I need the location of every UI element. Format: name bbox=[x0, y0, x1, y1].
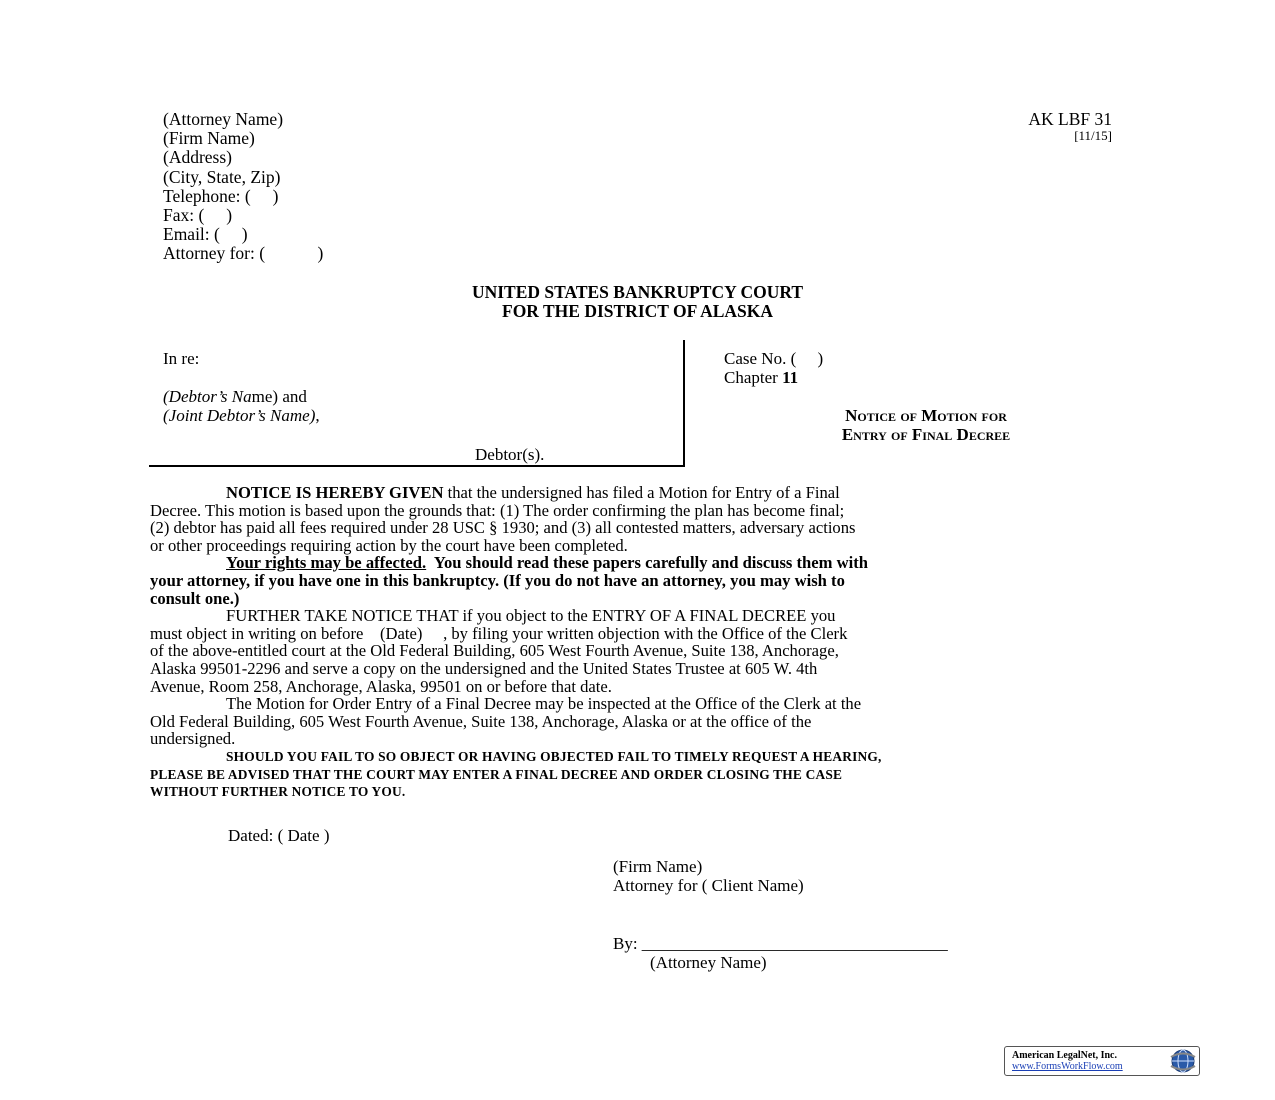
paragraph-2-line-3: consult one.) bbox=[150, 588, 240, 608]
notice-given-bold: NOTICE IS HEREBY GIVEN bbox=[226, 483, 444, 502]
p3-text-1: FURTHER TAKE NOTICE THAT if you object to the ENTRY OF A FINAL DECREE you bbox=[226, 606, 836, 626]
paragraph-1-line-4: or other proceedings requiring action by the court have been completed. bbox=[150, 535, 628, 555]
case-number: Case No. ( ) bbox=[724, 349, 824, 368]
signature-firm-name: (Firm Name) bbox=[613, 857, 703, 876]
document-title bbox=[700, 406, 1152, 444]
paragraph-1-line-1 bbox=[150, 484, 1130, 502]
paragraph-5-line-2: PLEASE BE ADVISED THAT THE COURT MAY ENTER A FINAL DECREE AND ORDER CLOSING THE CASE bbox=[150, 766, 843, 782]
city-state-zip-line: (City, State, Zip) bbox=[163, 166, 281, 187]
in-re-label: In re: bbox=[163, 349, 200, 368]
globe-icon bbox=[1169, 1048, 1197, 1079]
signature-attorney-for: Attorney for ( Client Name) bbox=[613, 876, 804, 895]
chapter-label: Chapter bbox=[724, 368, 783, 387]
american-legalnet-logo bbox=[1004, 1046, 1200, 1076]
caption-divider-horizontal bbox=[149, 465, 685, 467]
joint-debtor-name bbox=[163, 406, 320, 425]
p1-text-1: that the undersigned has filed a Motion for Entry of a Final bbox=[443, 483, 840, 502]
paragraph-4-line-1 bbox=[150, 695, 1130, 713]
telephone-line: Telephone: ( ) bbox=[163, 185, 279, 206]
document-title-line2: Entry of Final Decree bbox=[841, 425, 1011, 444]
paragraph-2-line-1 bbox=[150, 554, 1130, 572]
chapter bbox=[724, 368, 798, 387]
paragraph-5-line-3: WITHOUT FURTHER NOTICE TO YOU. bbox=[150, 784, 406, 800]
signature-by-line: By: ____________________________________ bbox=[613, 934, 948, 953]
signature-attorney-name: (Attorney Name) bbox=[650, 953, 767, 972]
paragraph-3-line-5: Avenue, Room 258, Anchorage, Alaska, 99501 on or before that date. bbox=[150, 676, 612, 696]
paragraph-1-line-3: (2) debtor has paid all fees required under 28 USC § 1930; and (3) all contested matters, adversary actions bbox=[150, 518, 856, 538]
logo-company-name: American LegalNet, Inc. bbox=[1012, 1050, 1117, 1061]
form-id bbox=[960, 110, 1112, 143]
notice-body bbox=[150, 484, 1130, 801]
dated-line: Dated: ( Date ) bbox=[228, 826, 330, 845]
caption-divider-vertical bbox=[683, 340, 685, 467]
fax-line: Fax: ( ) bbox=[163, 205, 233, 226]
court-name: UNITED STATES BANKRUPTCY COURT bbox=[471, 282, 804, 302]
paragraph-3-line-3: of the above-entitled court at the Old Federal Building, 605 West Fourth Avenue, Suite 138, Anchorage, bbox=[150, 641, 839, 661]
address-line: (Address) bbox=[163, 147, 233, 168]
debtor-name-rest: me) and bbox=[251, 387, 307, 406]
paragraph-3-line-2: must object in writing on before (Date) , by filing your written objection with the Office of the Clerk bbox=[150, 623, 848, 643]
form-code: AK LBF 31 bbox=[1028, 109, 1112, 129]
joint-debtor-rest: , bbox=[315, 406, 320, 425]
paragraph-3-line-1 bbox=[150, 607, 1130, 625]
rights-affected-underline: Your rights may be affected. bbox=[226, 553, 427, 573]
logo-website-link[interactable]: www.FormsWorkFlow.com bbox=[1012, 1061, 1123, 1072]
chapter-number: 11 bbox=[782, 368, 799, 387]
p2-text-1: You should read these papers carefully and discuss them with bbox=[426, 553, 868, 573]
attorney-name-line: (Attorney Name) bbox=[163, 109, 284, 129]
debtor-name bbox=[163, 387, 307, 406]
court-district: FOR THE DISTRICT OF ALASKA bbox=[502, 301, 773, 321]
debtor-name-italic: (Debtor’s Na bbox=[163, 387, 252, 406]
p5-text-1: SHOULD YOU FAIL TO SO OBJECT OR HAVING OBJECTED FAIL TO TIMELY REQUEST A HEARING, bbox=[226, 748, 882, 764]
paragraph-5-line-1 bbox=[150, 748, 1130, 766]
debtors-label: Debtor(s). bbox=[475, 445, 545, 464]
paragraph-2-line-2: your attorney, if you have one in this bankruptcy. (If you do not have an attorney, you may wish to bbox=[150, 570, 845, 590]
paragraph-3-line-4: Alaska 99501-2296 and serve a copy on the undersigned and the United States Trustee at 605 W. 4th bbox=[150, 658, 818, 678]
paragraph-1-line-2: Decree. This motion is based upon the grounds that: (1) The order confirming the plan has become final; bbox=[150, 500, 845, 520]
firm-name-line: (Firm Name) bbox=[163, 128, 255, 149]
p4-text-1: The Motion for Order Entry of a Final Decree may be inspected at the Office of the Clerk at the bbox=[226, 694, 862, 714]
paragraph-4-line-3: undersigned. bbox=[150, 729, 236, 749]
email-line: Email: ( ) bbox=[163, 224, 248, 245]
paragraph-4-line-2: Old Federal Building, 605 West Fourth Avenue, Suite 138, Anchorage, Alaska or at the office of the bbox=[150, 711, 812, 731]
form-revision: [11/15] bbox=[1074, 128, 1112, 143]
attorney-info-block bbox=[163, 110, 323, 264]
joint-debtor-italic: (Joint Debtor’s Name) bbox=[163, 406, 316, 425]
document-title-line1: Notice of Motion for bbox=[845, 406, 1007, 425]
court-heading bbox=[0, 283, 1275, 321]
attorney-for-line: Attorney for: ( ) bbox=[163, 243, 324, 264]
